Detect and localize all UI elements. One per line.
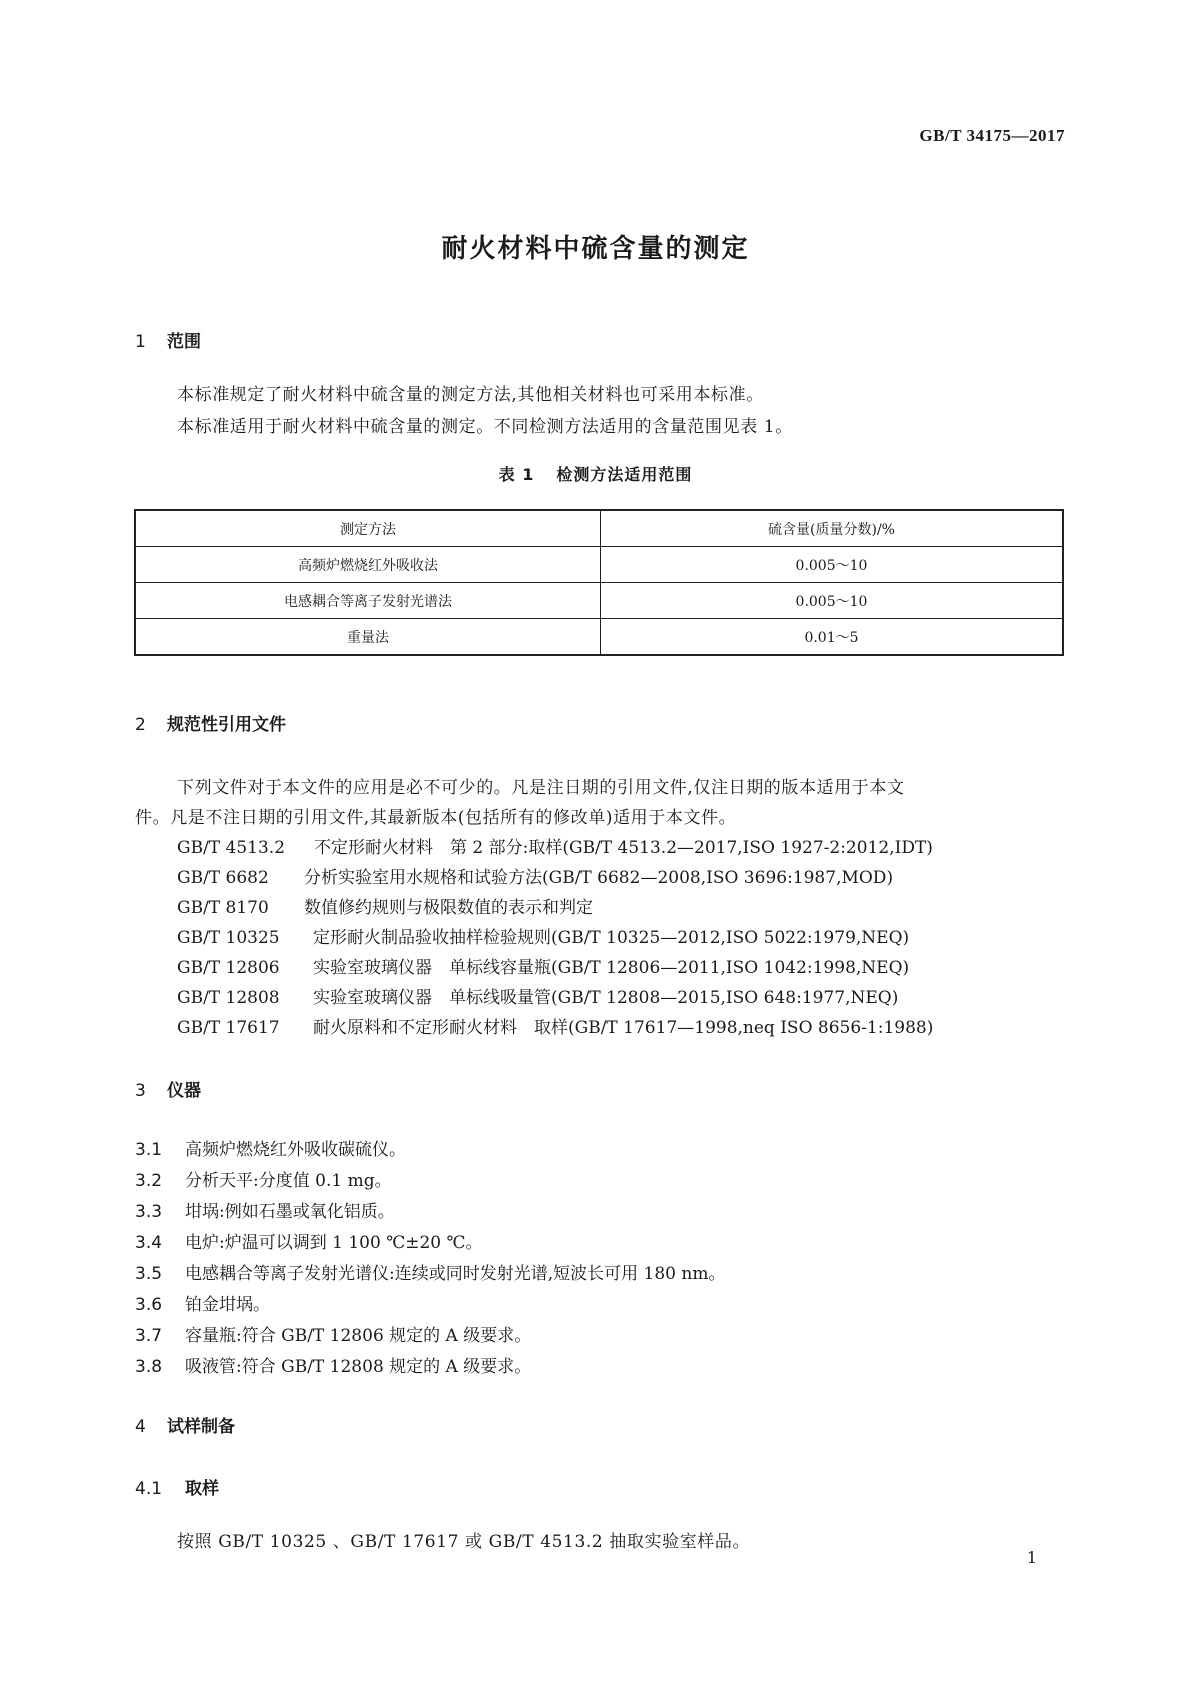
section-2-heading	[135, 710, 286, 735]
instrument-item	[135, 1352, 531, 1377]
subsection-number: 4.1	[135, 1479, 163, 1499]
page-number: 1	[1026, 1548, 1037, 1567]
table-cell: 高频炉燃烧红外吸收法	[135, 547, 601, 583]
table-title: 检测方法适用范围	[556, 465, 693, 484]
reference-item	[177, 983, 898, 1008]
item-text: 铂金坩埚。	[185, 1295, 270, 1315]
reference-item	[177, 893, 593, 918]
paragraph: 件。凡是不注日期的引用文件,其最新版本(包括所有的修改单)适用于本文件。	[135, 808, 737, 828]
item-text: 吸液管:符合 GB/T 12808 规定的 A 级要求。	[185, 1357, 532, 1377]
header-cell: 测定方法	[135, 510, 601, 547]
item-number: 3.5	[135, 1264, 163, 1284]
item-number: 3.4	[135, 1233, 163, 1253]
reference-text: 定形耐火制品验收抽样检验规则(GB/T 10325—2012,ISO 5022:1979,NEQ)	[313, 928, 910, 948]
reference-code: GB/T 8170	[177, 898, 269, 918]
reference-code: GB/T 4513.2	[177, 838, 286, 858]
reference-item	[177, 833, 933, 858]
section-1-heading	[135, 327, 201, 352]
standard-code: GB/T 34175—2017	[919, 126, 1065, 145]
item-number: 3.8	[135, 1357, 163, 1377]
paragraph: 按照 GB/T 10325 、GB/T 17617 或 GB/T 4513.2 抽取实验室样品。	[177, 1532, 751, 1552]
table-row	[135, 619, 1063, 656]
reference-text: 分析实验室用水规格和试验方法(GB/T 6682—2008,ISO 3696:1987,MOD)	[304, 868, 894, 888]
section-title: 规范性引用文件	[167, 715, 286, 735]
item-number: 3.1	[135, 1140, 163, 1160]
table-row	[135, 583, 1063, 619]
item-text: 高频炉燃烧红外吸收碳硫仪。	[185, 1140, 406, 1160]
reference-text: 数值修约规则与极限数值的表示和判定	[304, 898, 593, 918]
instrument-item	[135, 1259, 725, 1284]
header-cell: 硫含量(质量分数)/%	[601, 510, 1064, 547]
item-text: 电感耦合等离子发射光谱仪:连续或同时发射光谱,短波长可用 180 nm。	[185, 1264, 726, 1284]
paragraph: 下列文件对于本文件的应用是必不可少的。凡是注日期的引用文件,仅注日期的版本适用于本文	[177, 778, 905, 798]
section-title: 仪器	[167, 1081, 201, 1101]
subsection-title: 取样	[185, 1479, 219, 1499]
item-number: 3.6	[135, 1295, 163, 1315]
reference-item	[177, 1013, 933, 1038]
paragraph: 本标准适用于耐火材料中硫含量的测定。不同检测方法适用的含量范围见表 1。	[177, 417, 793, 437]
reference-text: 耐火原料和不定形耐火材料 取样(GB/T 17617—1998,neq ISO 8656-1:1988)	[313, 1018, 934, 1038]
section-title: 试样制备	[167, 1417, 235, 1437]
paragraph: 本标准规定了耐火材料中硫含量的测定方法,其他相关材料也可采用本标准。	[177, 385, 764, 405]
reference-code: GB/T 6682	[177, 868, 269, 888]
section-number: 2	[135, 715, 146, 735]
item-text: 分析天平:分度值 0.1 mg。	[185, 1171, 392, 1191]
section-4-heading	[135, 1412, 235, 1437]
subsection-4-1-heading	[135, 1474, 219, 1499]
table-number: 表 1	[498, 465, 535, 484]
table-cell: 电感耦合等离子发射光谱法	[135, 583, 601, 619]
table-cell: 0.005～10	[601, 583, 1064, 619]
instrument-item	[135, 1321, 531, 1346]
instrument-item	[135, 1197, 395, 1222]
table-caption	[0, 462, 1191, 485]
item-text: 容量瓶:符合 GB/T 12806 规定的 A 级要求。	[185, 1326, 532, 1346]
table-header-row	[135, 510, 1063, 547]
reference-text: 实验室玻璃仪器 单标线吸量管(GB/T 12808—2015,ISO 648:1977,NEQ)	[313, 988, 899, 1008]
section-title: 范围	[167, 332, 201, 352]
reference-text: 实验室玻璃仪器 单标线容量瓶(GB/T 12806—2011,ISO 1042:1998,NEQ)	[313, 958, 910, 978]
section-number: 3	[135, 1081, 146, 1101]
item-number: 3.7	[135, 1326, 163, 1346]
reference-item	[177, 923, 909, 948]
reference-code: GB/T 17617	[177, 1018, 280, 1038]
section-number: 1	[135, 332, 146, 352]
reference-item	[177, 863, 893, 888]
reference-text: 不定形耐火材料 第 2 部分:取样(GB/T 4513.2—2017,ISO 1927-2:2012,IDT)	[314, 838, 933, 858]
item-text: 坩埚:例如石墨或氧化铝质。	[185, 1202, 395, 1222]
table-row	[135, 547, 1063, 583]
item-text: 电炉:炉温可以调到 1 100 ℃±20 ℃。	[185, 1233, 483, 1253]
item-number: 3.2	[135, 1171, 163, 1191]
reference-code: GB/T 12808	[177, 988, 280, 1008]
instrument-item	[135, 1228, 483, 1253]
table-cell: 0.01～5	[601, 619, 1064, 656]
item-number: 3.3	[135, 1202, 163, 1222]
table-cell: 0.005～10	[601, 547, 1064, 583]
table-cell: 重量法	[135, 619, 601, 656]
section-number: 4	[135, 1417, 146, 1437]
document-title: 耐火材料中硫含量的测定	[441, 234, 750, 264]
section-3-heading	[135, 1076, 201, 1101]
reference-code: GB/T 12806	[177, 958, 280, 978]
instrument-item	[135, 1166, 392, 1191]
reference-item	[177, 953, 909, 978]
method-range-table	[134, 509, 1064, 656]
instrument-item	[135, 1290, 270, 1315]
instrument-item	[135, 1135, 406, 1160]
reference-code: GB/T 10325	[177, 928, 280, 948]
